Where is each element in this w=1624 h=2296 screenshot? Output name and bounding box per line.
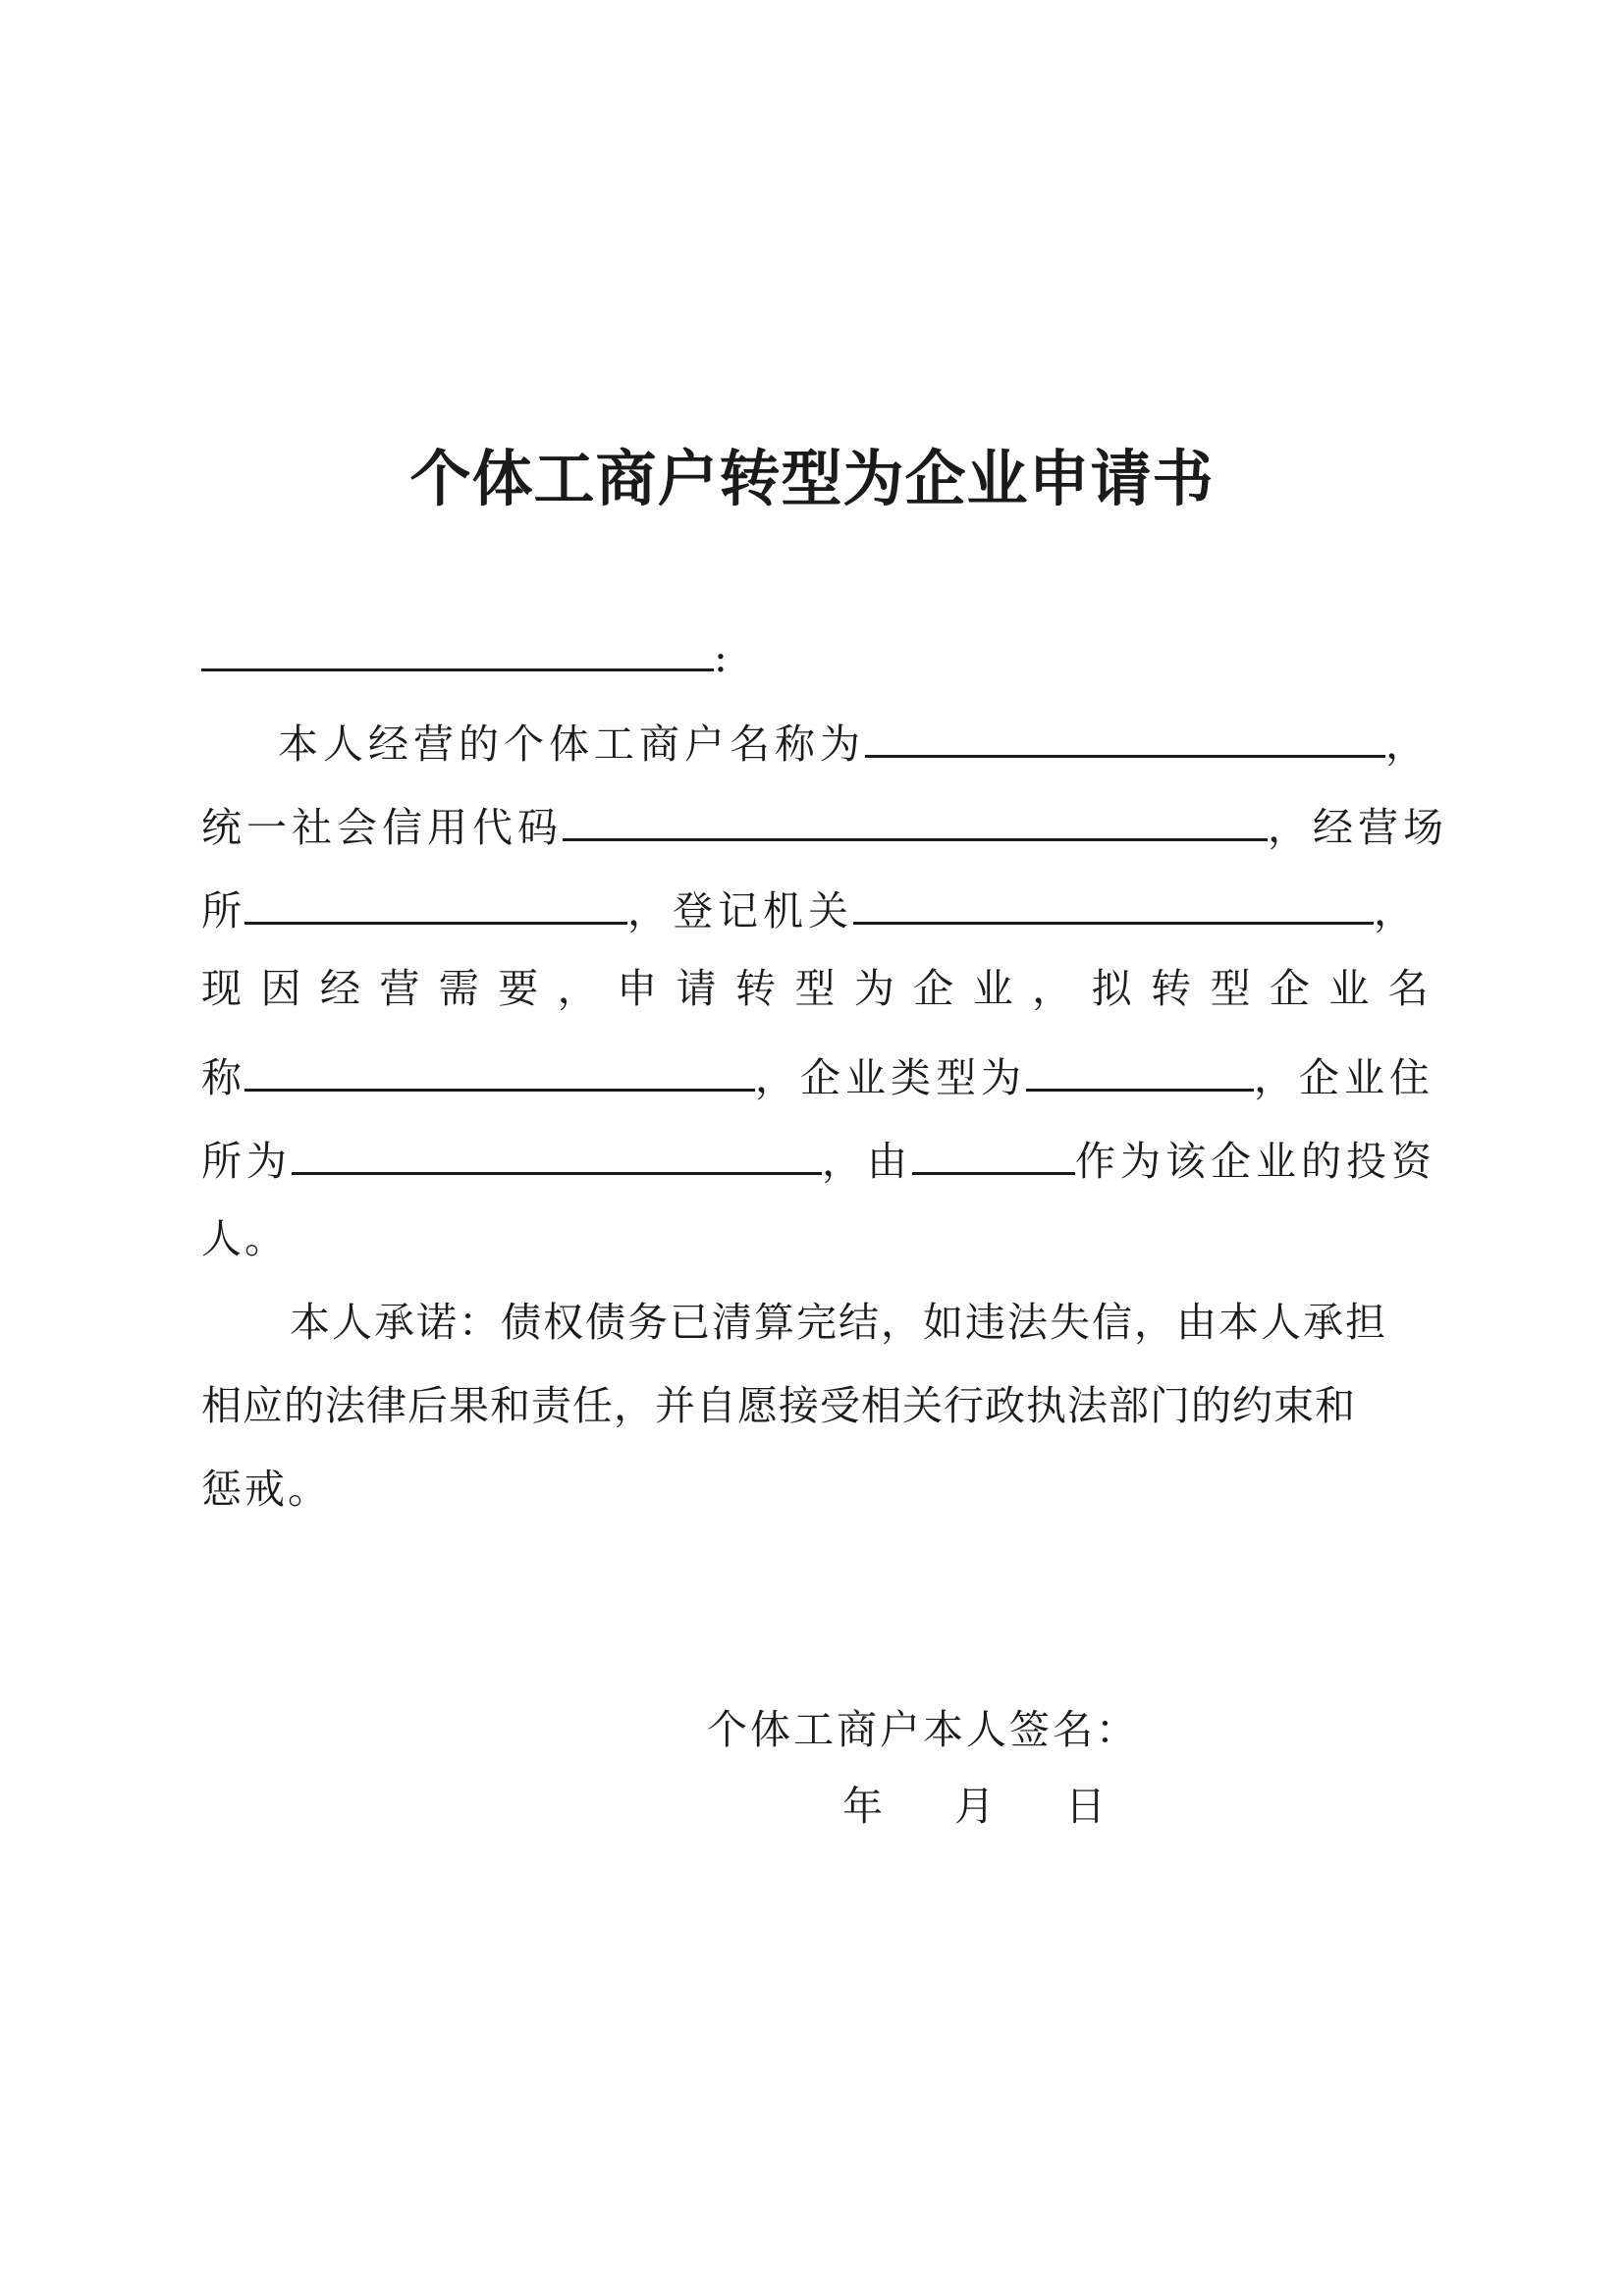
registration-authority-blank[interactable]	[853, 864, 1374, 946]
l4-char: 名	[1387, 965, 1429, 1012]
l4-char: 业	[972, 965, 1013, 1012]
enterprise-address-label-a: ，企业住	[1254, 1054, 1435, 1101]
para1-line5	[201, 1031, 1435, 1113]
para1-l1-comma: ，	[1385, 721, 1429, 768]
l4-char: ，	[557, 965, 598, 1012]
para1-line2	[201, 780, 1448, 863]
l4-char: 申	[617, 965, 658, 1012]
date-year: 年	[842, 1783, 883, 1830]
shop-name-label: 本人经营的个体工商户名称为	[278, 721, 865, 768]
para2-line2	[201, 1364, 1429, 1447]
l4-char: 拟	[1091, 965, 1132, 1012]
business-place-blank[interactable]	[244, 864, 627, 946]
l4-char: 转	[734, 965, 776, 1012]
addressee-blank[interactable]	[201, 611, 714, 693]
business-place-label-a: ，经营场	[1268, 804, 1448, 851]
l4-char: 型	[1210, 965, 1251, 1012]
investor-label-b: 作为该企业的投资	[1075, 1138, 1436, 1185]
enterprise-address-label-b: 所为	[201, 1138, 292, 1185]
para1-line4	[201, 947, 1429, 1030]
investor-blank[interactable]	[912, 1114, 1075, 1197]
l4-char: 营	[379, 965, 420, 1012]
para1-line6	[201, 1114, 1436, 1197]
para2-line1	[201, 1281, 1429, 1363]
l4-char: 型	[794, 965, 836, 1012]
l4-char: 企	[1269, 965, 1310, 1012]
addressee-colon: :	[714, 634, 731, 681]
date-day: 日	[1065, 1783, 1106, 1830]
para1-l3-comma: ，	[1374, 887, 1417, 934]
registration-authority-label: ，登记机关	[627, 887, 853, 934]
commitment-line3: 惩戒。	[201, 1466, 331, 1513]
l4-char: 经	[319, 965, 360, 1012]
business-place-label-b: 所	[201, 887, 244, 934]
para1-line7	[201, 1198, 1429, 1280]
enterprise-type-label: ，企业类型为	[755, 1054, 1026, 1101]
para1-line1	[201, 697, 1429, 779]
l4-char: 现	[201, 965, 242, 1012]
para1-end: 人。	[201, 1215, 288, 1262]
investor-label-a: ，由	[822, 1138, 912, 1185]
enterprise-name-blank[interactable]	[244, 1031, 755, 1113]
l4-char: ，	[1032, 965, 1073, 1012]
credit-code-blank[interactable]	[563, 780, 1268, 863]
commitment-line2: 相应的法律后果和责任，并自愿接受相关行政执法部门的约束和	[201, 1382, 1356, 1429]
commitment-line1: 本人承诺：债权债务已清算完结，如违法失信，由本人承担	[290, 1299, 1387, 1346]
enterprise-type-blank[interactable]	[1026, 1031, 1254, 1113]
para1-line3	[201, 864, 1429, 946]
date-month: 月	[954, 1783, 995, 1830]
para2-line3	[201, 1448, 1429, 1530]
shop-name-blank[interactable]	[865, 697, 1385, 779]
l4-char: 业	[1328, 965, 1370, 1012]
l4-char: 请	[676, 965, 717, 1012]
l4-char: 转	[1151, 965, 1191, 1012]
l4-char: 为	[853, 965, 894, 1012]
enterprise-address-blank[interactable]	[292, 1114, 822, 1197]
signature-label: 个体工商户本人签名：	[707, 1706, 1139, 1753]
credit-code-label: 统一社会信用代码	[201, 804, 563, 851]
document-title: 个体工商户转型为企业申请书	[409, 443, 1215, 514]
l4-char: 因	[260, 965, 301, 1012]
enterprise-name-label-b: 称	[201, 1054, 244, 1101]
l4-char: 企	[913, 965, 954, 1012]
l4-char: 要	[498, 965, 539, 1012]
l4-char: 需	[438, 965, 479, 1012]
addressee-line	[201, 611, 1429, 693]
